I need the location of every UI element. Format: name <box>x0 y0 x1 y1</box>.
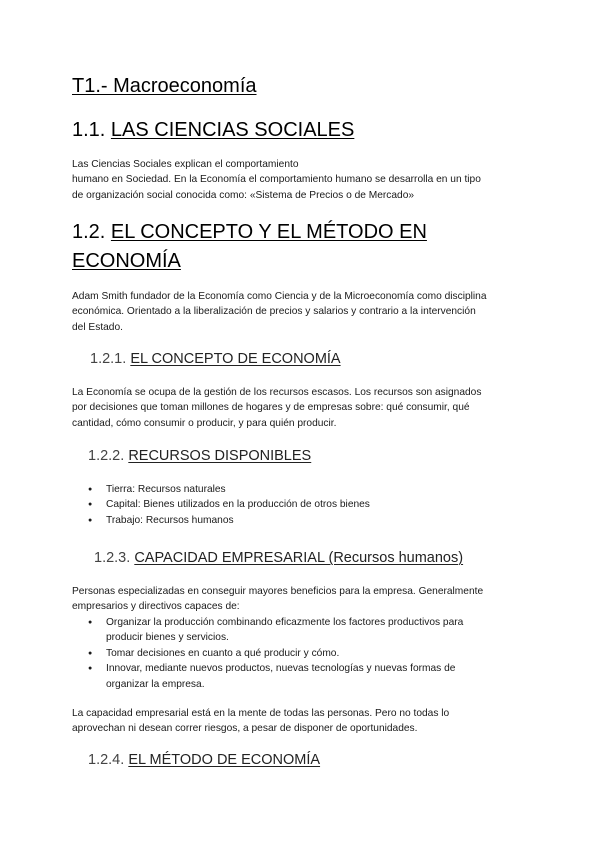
text-line: La Economía se ocupa de la gestión de los recursos escasos. Los recursos son asignados <box>72 387 482 398</box>
list-item-text: ● Organizar la producción combinando eficazmente los factores productivos para <box>106 617 464 628</box>
subsection-heading-1-2-4 <box>88 751 320 769</box>
subsection-title: RECURSOS DISPONIBLES <box>128 448 312 464</box>
subsection-heading-1-2-2 <box>88 447 311 465</box>
text-line: Personas especializadas en conseguir mayores beneficios para la empresa. Generalmente <box>72 586 484 597</box>
list-item-text: ● Innovar, mediante nuevos productos, nuevas tecnologías y nuevas formas de <box>106 663 456 675</box>
list-item-text: organizar la empresa. <box>106 678 205 690</box>
text-line: La capacidad empresarial está en la mente de todas las personas. Pero no todas lo <box>72 708 450 719</box>
list-item <box>72 646 532 661</box>
subsection-number: 1.2.4. <box>88 752 129 768</box>
paragraph-adam-smith <box>72 289 532 335</box>
subsection-title: CAPACIDAD EMPRESARIAL (Recursos humanos) <box>134 550 464 566</box>
paragraph-capacidad-closing <box>72 706 532 737</box>
list-item-text: ● Tomar decisiones en cuanto a qué producir y cómo. <box>106 647 340 659</box>
section-title-line2: ECONOMÍA <box>72 250 181 272</box>
document-title: T1.- Macroeconomía <box>72 75 257 97</box>
paragraph-ciencias-sociales <box>72 157 532 203</box>
subsection-number: 1.2.1. <box>90 351 131 367</box>
text-line: económica. Orientado a la liberalización de precios y salarios y contrario a la intervención <box>72 306 476 318</box>
list-item <box>72 482 532 497</box>
list-item-text: producir bienes y servicios. <box>106 632 229 644</box>
list-item <box>72 497 532 512</box>
text-line: aprovechan ni desean correr riesgos, a pesar de disponer de oportunidades. <box>72 723 418 735</box>
subsection-heading-1-2-3 <box>94 549 463 567</box>
subsection-title: EL MÉTODO DE ECONOMÍA <box>128 752 321 768</box>
text-line: del Estado. <box>72 321 123 333</box>
paragraph-capacidad-intro <box>72 584 532 615</box>
text-line: por decisiones que toman millones de hogares y de empresas sobre: qué consumir, qué <box>72 402 470 414</box>
list-item <box>72 661 532 692</box>
section-number: 1.2. <box>72 221 111 243</box>
text-line: humano en Sociedad. En la Economía el comportamiento humano se desarrolla en un tipo <box>72 174 481 186</box>
text-line: empresarios y directivos capaces de: <box>72 601 240 613</box>
text-line: de organización social conocida como: «Sistema de Precios o de Mercado» <box>72 189 415 201</box>
text-line: Adam Smith fundador de la Economía como Ciencia y de la Microeconomía como disciplina <box>72 291 487 302</box>
subsection-heading-1-2-1 <box>90 350 341 368</box>
subsection-title: EL CONCEPTO DE ECONOMÍA <box>130 351 341 367</box>
paragraph-concepto-economia <box>72 385 532 431</box>
list-item <box>72 513 532 528</box>
list-item <box>72 615 532 646</box>
list-item-text: ● Trabajo: Recursos humanos <box>106 514 234 526</box>
subsection-number: 1.2.3. <box>94 550 135 566</box>
capabilities-list <box>72 615 532 692</box>
section-title: LAS CIENCIAS SOCIALES <box>110 119 355 141</box>
text-line: cantidad, cómo consumir o producir, y para quién producir. <box>72 417 337 429</box>
subsection-number: 1.2.2. <box>88 448 129 464</box>
resources-list <box>72 482 532 528</box>
section-heading-1-2 <box>72 218 427 276</box>
section-title-line1: EL CONCEPTO Y EL MÉTODO EN <box>110 221 427 243</box>
section-heading-1-1 <box>72 116 354 144</box>
list-item-text: ● Tierra: Recursos naturales <box>106 484 226 495</box>
section-number: 1.1. <box>72 119 111 141</box>
list-item-text: ● Capital: Bienes utilizados en la producción de otros bienes <box>106 499 370 511</box>
text-line: Las Ciencias Sociales explican el comportamiento <box>72 159 299 170</box>
